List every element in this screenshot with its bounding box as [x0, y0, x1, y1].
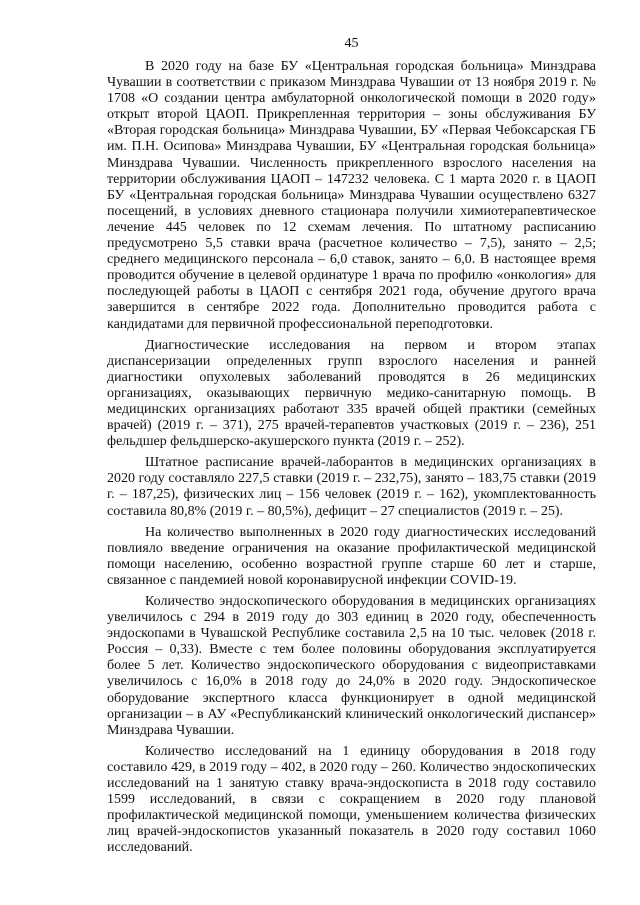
page-number: 45	[344, 36, 359, 51]
document-body	[107, 59, 596, 857]
paragraph-endoscopy-equipment: Количество эндоскопического оборудования в медицинских организациях увеличилось с 294 в 2019 году до 303 единиц в 2020 году, обеспеченность эндоскопами в Чувашской Республике составила 2,5 на 10 тыс. человек (2018 г. Россия – 0,33). Вместе с тем более половины оборудования эксплуатируется более 5 лет. Количество эндоскопического оборудования с видеоприставками увеличилось с 16,0% в 2018 году до 24,0% в 2020 году. Эндоскопическое оборудование экспертного класса функционирует в одной медицинской организации – в АУ «Республиканский клинический онкологический диспансер» Минздрава Чувашии.	[107, 594, 596, 738]
paragraph-caop-second: В 2020 году на базе БУ «Центральная городская больница» Минздрава Чувашии в соответствии с приказом Минздрава Чувашии от 13 ноября 2019 г. № 1708 «О создании центра амбулаторной онкологической помощи в 2020 году» открыт второй ЦАОП. Прикрепленная территория – зоны обслуживания БУ «Вторая городская больница» Минздрава Чувашии, БУ «Первая Чебоксарская ГБ им. П.Н. Осипова» Минздрава Чувашии, БУ «Центральная городская больница» Минздрава Чувашии. Численность прикрепленного взрослого населения на территории обслуживания ЦАОП – 147232 человека. С 1 марта 2020 г. в ЦАОП БУ «Центральная городская больница» Минздрава Чувашии осуществлено 6327 посещений, в условиях дневного стационара получили химиотерапевтическое лечение 445 человек по 12 схемам лечения. По штатному расписанию предусмотрено 5,5 ставки врача (расчетное количество – 7,5), занято – 2,5; среднего медицинского персонала – 6,0 ставок, занято – 6,0. В настоящее время проводится обучение в целевой ординатуре 1 врача по профилю «онкология» для последующей работы в ЦАОП с сентября 2021 года, обучение другого врача завершится в сентябре 2022 года. Дополнительно проводится работа с кандидатами для первичной профессиональной переподготовки.	[107, 59, 596, 332]
paragraph-lab-staff: Штатное расписание врачей-лаборантов в медицинских организациях в 2020 году составляло 227,5 ставки (2019 г. – 232,75), занято – 183,75 ставки (2019 г. – 187,25), физических лиц – 156 человек (2019 г. – 162), укомплектованность составила 80,8% (2019 г. – 80,5%), дефицит – 27 специалистов (2019 г. – 25).	[107, 455, 596, 519]
paragraph-diagnostics: Диагностические исследования на первом и втором этапах диспансеризации определенных групп взрослого населения и ранней диагностики опухолевых заболеваний проводятся в 26 медицинских организациях, оказывающих первичную медико-санитарную помощь. В медицинских организациях работают 335 врачей общей практики (семейных врачей) (2019 г. – 371), 275 врачей-терапевтов участковых (2019 г. – 236), 251 фельдшер фельдшерско-акушерского пункта (2019 г. – 252).	[107, 337, 596, 450]
paragraph-endoscopy-studies: Количество исследований на 1 единицу оборудования в 2018 году составило 429, в 2019 году – 402, в 2020 году – 260. Количество эндоскопических исследований на 1 занятую ставку врача-эндоскописта в 2018 году составило 1599 исследований, в связи с сокращением в 2020 году плановой профилактической медицинской помощи, уменьшением количества физических лиц врачей-эндоскопистов указанный показатель в 2020 году составил 1060 исследований.	[107, 743, 596, 856]
paragraph-covid-impact: На количество выполненных в 2020 году диагностических исследований повлияло введение ограничения на оказание профилактической медицинской помощи населению, особенно возрастной группе старше 60 лет и старше, связанное с пандемией новой коронавирусной инфекции COVID-19.	[107, 524, 596, 588]
